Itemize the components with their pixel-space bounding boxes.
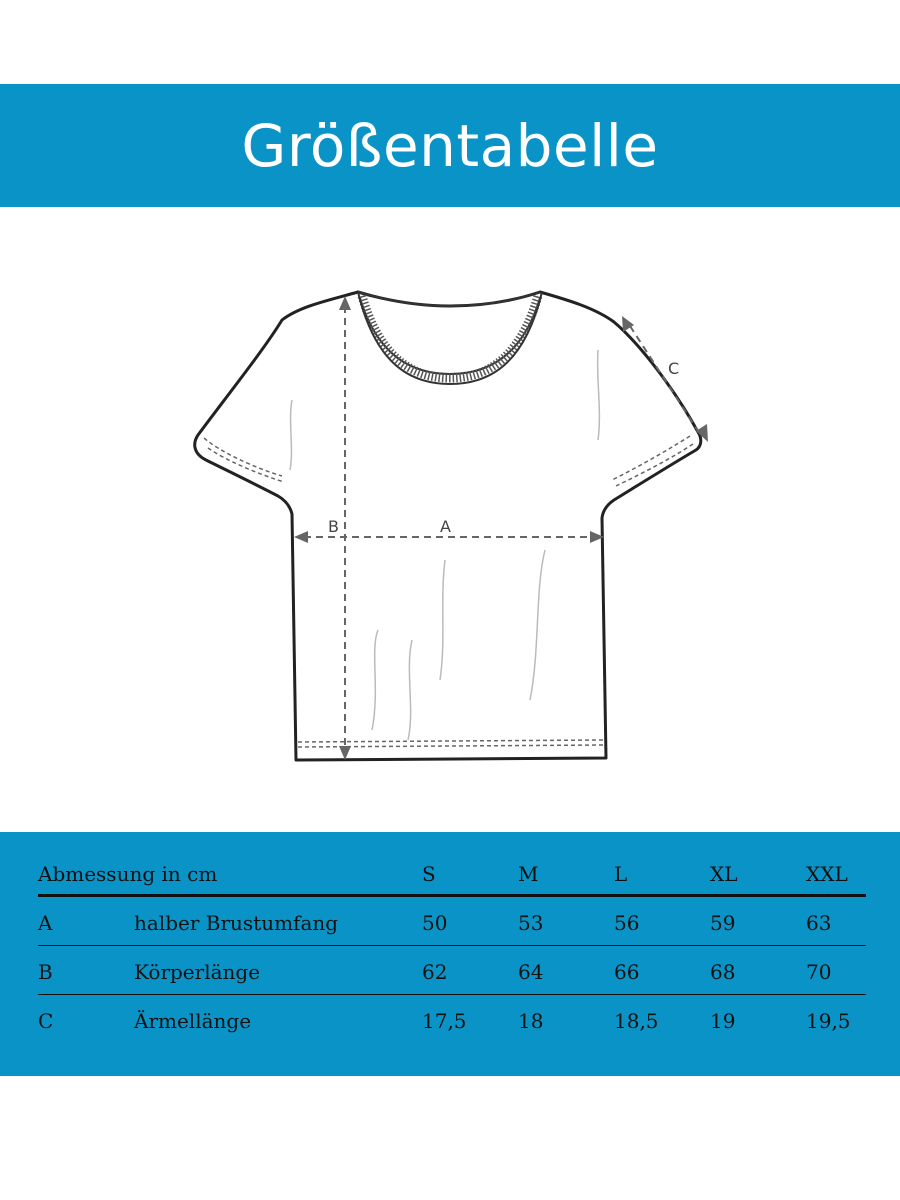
- table-row: [38, 897, 866, 946]
- column-header: XL: [710, 862, 738, 886]
- table-cell: 59: [710, 911, 736, 935]
- table-cell: 68: [710, 960, 736, 984]
- column-header: L: [614, 862, 628, 886]
- table-cell: 19,5: [806, 1009, 851, 1033]
- table-cell: 64: [518, 960, 544, 984]
- column-header: S: [422, 862, 436, 886]
- table-cell: A: [38, 911, 53, 935]
- table-cell: halber Brustumfang: [134, 911, 339, 935]
- label-b: B: [328, 517, 339, 536]
- table-cell: Körperlänge: [134, 960, 261, 984]
- table-cell: B: [38, 960, 53, 984]
- page-title: Größentabelle: [241, 111, 659, 180]
- size-table: [0, 832, 900, 1076]
- table-cell: 19: [710, 1009, 736, 1033]
- table-cell: 56: [614, 911, 640, 935]
- table-cell: 63: [806, 911, 832, 935]
- table-cell: 18: [518, 1009, 544, 1033]
- table-header-row: [38, 850, 866, 897]
- title-banner: [0, 84, 900, 207]
- table-cell: 66: [614, 960, 640, 984]
- column-header: M: [518, 862, 539, 886]
- label-a: A: [440, 517, 451, 536]
- table-cell: 62: [422, 960, 448, 984]
- table-cell: 50: [422, 911, 448, 935]
- table-cell: 53: [518, 911, 544, 935]
- column-header: Abmessung in cm: [38, 862, 218, 886]
- column-header: XXL: [806, 862, 848, 886]
- label-c: C: [668, 359, 680, 378]
- table-cell: Ärmellänge: [134, 1009, 252, 1033]
- table-cell: 70: [806, 960, 832, 984]
- table-cell: 18,5: [614, 1009, 659, 1033]
- tshirt-diagram: [0, 270, 900, 790]
- table-cell: 17,5: [422, 1009, 467, 1033]
- table-cell: C: [38, 1009, 54, 1033]
- table-row: [38, 946, 866, 995]
- table-row: [38, 995, 866, 1043]
